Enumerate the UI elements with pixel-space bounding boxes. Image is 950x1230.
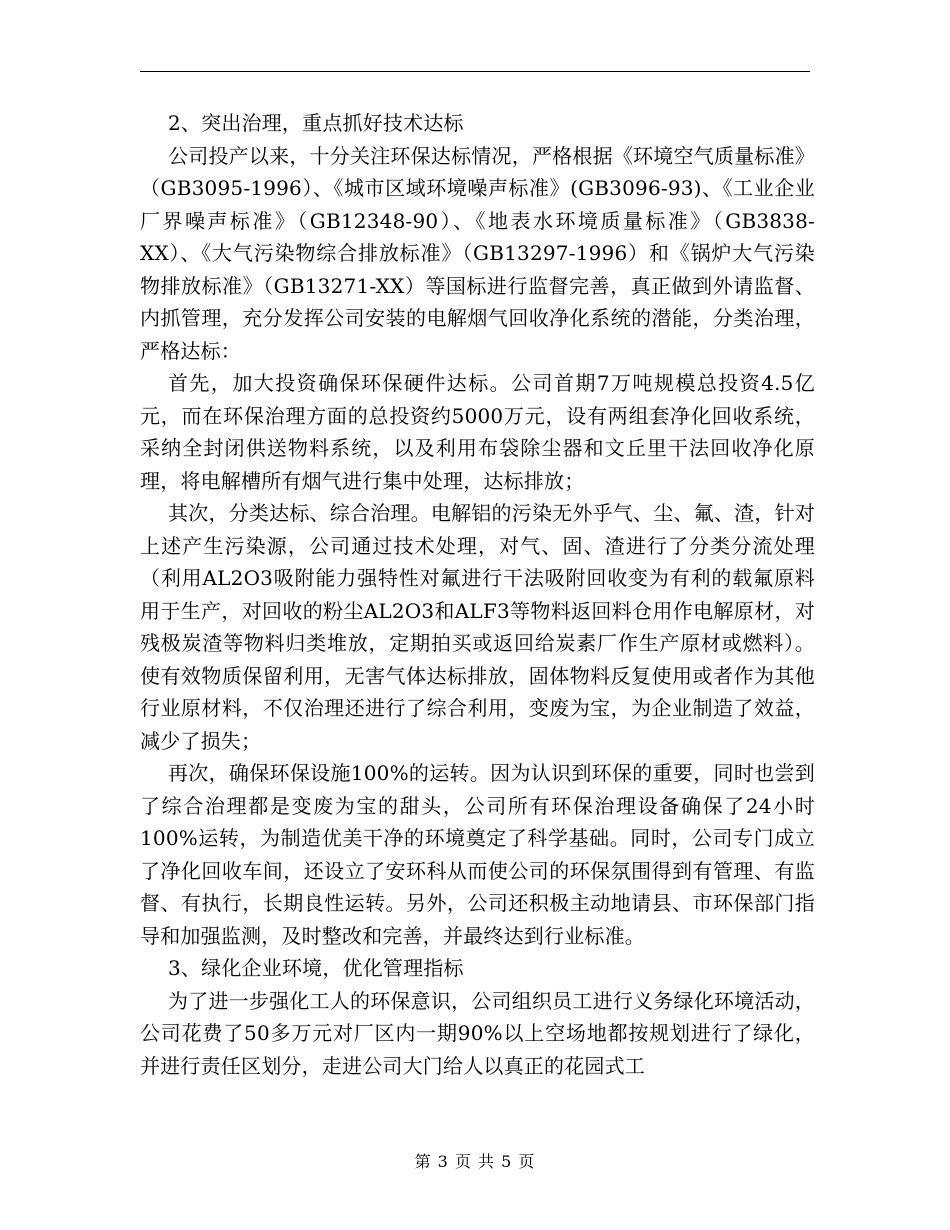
header-rule [140, 71, 810, 72]
paragraph-third: 再次，确保环保设施100%的运转。因为认识到环保的重要，同时也尝到了综合治理都是变废为宝的甜头，公司所有环保治理设备确保了24小时100%运转，为制造优美干净的环境奠定了科学基础。同时，公司专门成立了净化回收车间，还设立了安环科从而使公司的环保氛围得到有管理、有监督、有执行，长期良性运转。另外，公司还积极主动地请县、市环保部门指导和加强监测，及时整改和完善，并最终达到行业标准。 [140, 761, 815, 948]
paragraph-standards: 公司投产以来，十分关注环保达标情况，严格根据《环境空气质量标准》（GB3095-1996）、《城市区域环境噪声标准》(GB3096-93)、《工业企业厂界噪声标准》（GB12348-90）、《地表水环境质量标准》（GB3838-XX）、《大气污染物综合排放标准》（GB13297-1996）和《锅炉大气污染物排放标准》（GB13271-XX）等国标进行监督完善，真正做到外请监督、内抓管理，充分发挥公司安装的电解烟气回收净化系统的潜能，分类治理，严格达标： [140, 143, 815, 363]
page-number-footer: 第 3 页 共 5 页 [414, 1152, 536, 1171]
document-body [140, 107, 815, 1082]
paragraph-greening: 为了进一步强化工人的环保意识，公司组织员工进行义务绿化环境活动，公司花费了50多万元对厂区内一期90%以上空场地都按规划进行了绿化，并进行责任区划分，走进公司大门给人以真正的花园式工 [140, 988, 815, 1078]
section-heading-2: 2、突出治理，重点抓好技术达标 [168, 111, 464, 135]
section-heading-3: 3、绿化企业环境，优化管理指标 [168, 956, 464, 980]
paragraph-first: 首先，加大投资确保环保硬件达标。公司首期7万吨规模总投资4.5亿元，而在环保治理方面的总投资约5000万元，设有两组套净化回收系统，采纳全封闭供送物料系统，以及利用布袋除尘器和文丘里干法回收净化原理，将电解槽所有烟气进行集中处理，达标排放； [140, 371, 815, 493]
paragraph-second: 其次，分类达标、综合治理。电解铝的污染无外乎气、尘、氟、渣，针对上述产生污染源，公司通过技术处理，对气、固、渣进行了分类分流处理（利用AL2O3吸附能力强特性对氟进行干法吸附回收变为有利的载氟原料用于生产，对回收的粉尘AL2O3和ALF3等物料返回料仓用作电解原材，对残极炭渣等物料归类堆放，定期拍买或返回给炭素厂作生产原材或燃料）。使有效物质保留利用，无害气体达标排放，固体物料反复使用或者作为其他行业原材料，不仅治理还进行了综合利用，变废为宝，为企业制造了效益，减少了损失； [140, 501, 815, 753]
